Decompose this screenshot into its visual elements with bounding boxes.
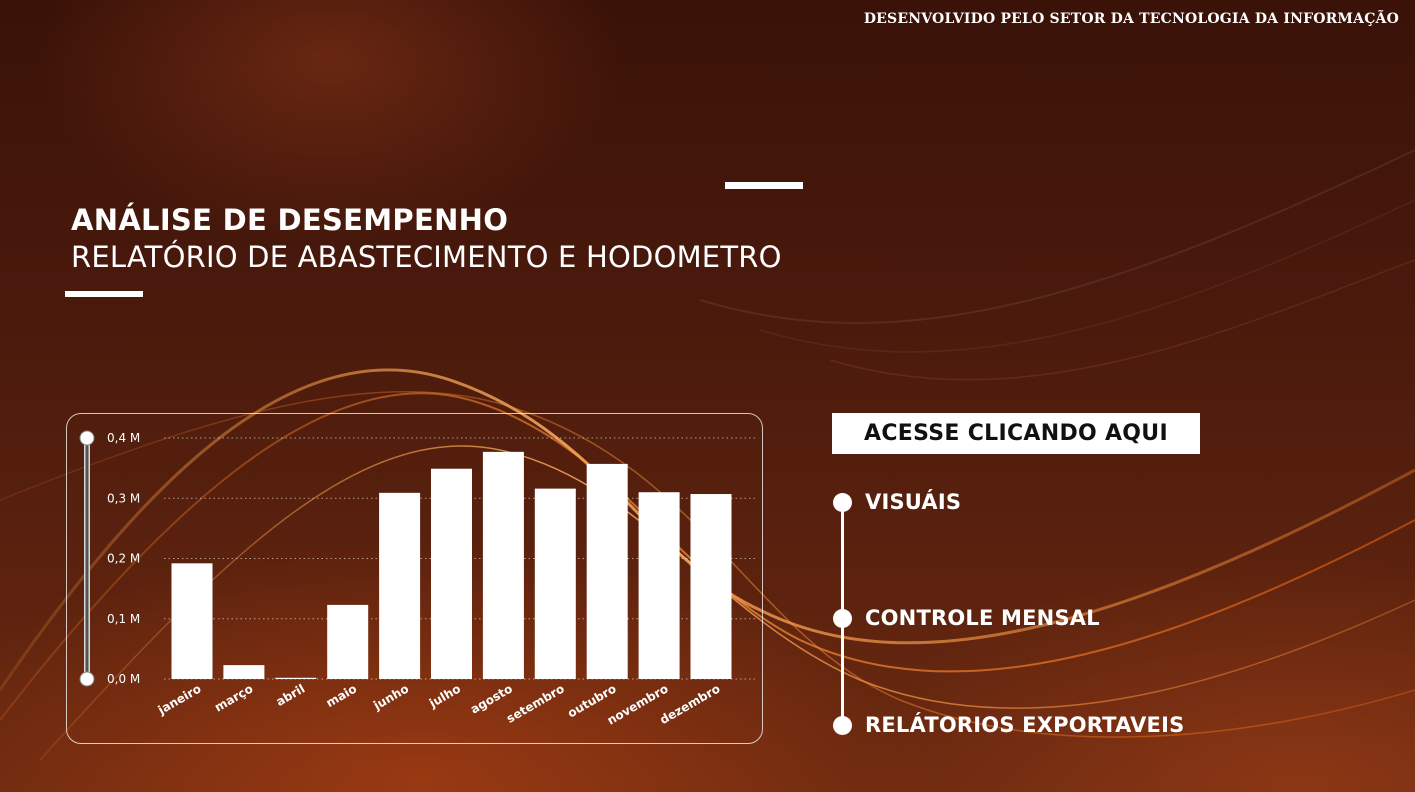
monthly-bar-chart [67,414,764,745]
developer-credit: DESENVOLVIDO PELO SETOR DA TECNOLOGIA DA INFORMAÇÃO [863,11,1399,27]
y-tick-label: 0,2 M [107,551,141,566]
nav-item-label: RELÁTORIOS EXPORTAVEIS [865,713,1185,737]
range-slider-handle-bottom[interactable] [80,672,94,686]
x-tick-label: julho [426,681,463,711]
range-slider-handle-top[interactable] [80,431,94,445]
x-tick-label: outubro [565,681,619,721]
y-tick-label: 0,0 M [107,672,141,686]
bar-setembro[interactable] [535,489,576,679]
nav-item-controle-mensal[interactable] [833,606,1100,630]
bar-janeiro[interactable] [172,563,213,679]
x-tick-label: março [212,681,256,715]
x-tick-label: dezembro [657,681,723,728]
nav-item-relatorios-exportaveis[interactable] [833,713,1184,737]
bar-junho[interactable] [379,493,420,679]
x-tick-label: agosto [468,681,515,717]
bar-março[interactable] [223,665,264,679]
bar-julho[interactable] [431,469,472,679]
nav-dot-icon [833,609,852,628]
decorative-bar-top [725,182,803,189]
decorative-bar-bottom [65,291,143,297]
nav-item-visuais[interactable] [833,490,961,514]
bar-agosto[interactable] [483,452,524,679]
access-button[interactable]: ACESSE CLICANDO AQUI [832,413,1200,454]
page-title: ANÁLISE DE DESEMPENHO [71,203,509,237]
nav-item-label: CONTROLE MENSAL [865,606,1100,630]
y-tick-label: 0,4 M [107,431,141,445]
x-tick-label: abril [273,681,308,710]
x-tick-label: junho [371,681,412,713]
bar-outubro[interactable] [587,464,628,679]
x-tick-label: novembro [604,681,671,728]
nav-dot-icon [833,716,852,735]
bar-novembro[interactable] [639,492,680,679]
bar-dezembro[interactable] [691,494,732,679]
x-tick-label: janeiro [155,681,204,718]
bar-abril[interactable] [275,678,316,679]
chart-panel [66,413,763,744]
nav-item-label: VISUÁIS [865,490,962,514]
bar-maio[interactable] [327,605,368,679]
y-tick-label: 0,1 M [107,611,141,626]
x-tick-label: setembro [504,681,567,726]
x-tick-label: maio [323,681,360,711]
nav-dot-icon [833,493,852,512]
y-tick-label: 0,3 M [107,491,141,506]
page-subtitle: RELATÓRIO DE ABASTECIMENTO E HODOMETRO [71,240,782,274]
